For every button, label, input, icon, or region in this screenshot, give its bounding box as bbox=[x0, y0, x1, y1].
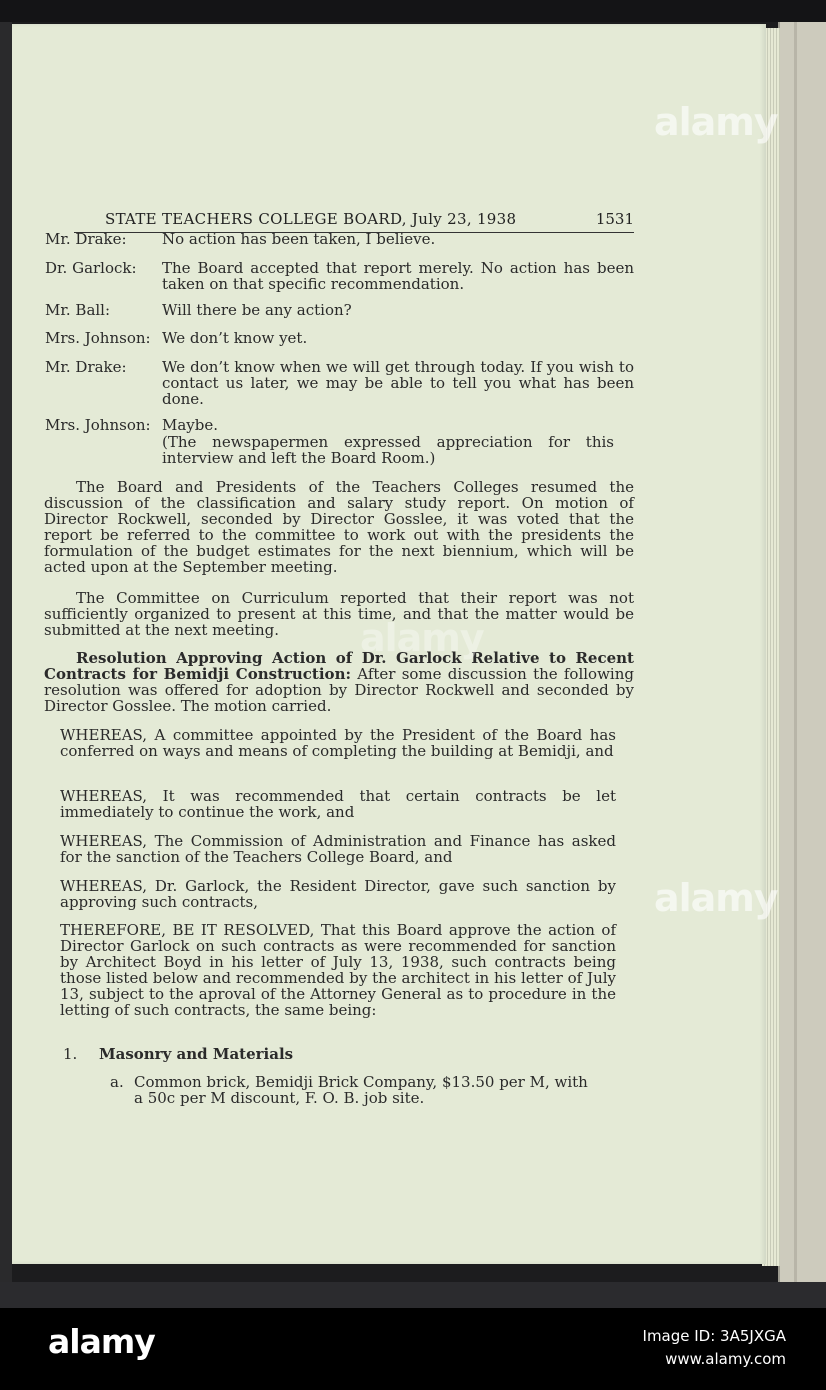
whereas-clause: WHEREAS, Dr. Garlock, the Resident Director, gave such sanction by approving such contracts, bbox=[60, 877, 616, 911]
speaker-text: Will there be any action? bbox=[162, 301, 352, 319]
speaker-text: We don’t know when we will get through today. If you wish to contact us later, we may be able to tell you what has been done. bbox=[162, 358, 634, 408]
watermark: alamy bbox=[360, 616, 484, 660]
stage-note: (The newspapermen expressed appreciation for this interview and left the Board Room.) bbox=[162, 433, 614, 467]
speaker-label: Mr. Drake: bbox=[45, 358, 127, 376]
speaker-label: Dr. Garlock: bbox=[45, 259, 137, 277]
book-bottom-edge bbox=[0, 1282, 826, 1308]
speaker-text: No action has been taken, I believe. bbox=[162, 230, 436, 248]
whereas-clause: WHEREAS, The Commission of Administration and Finance has asked for the sanction of the Teachers College Board, and bbox=[60, 832, 616, 866]
watermark: alamy bbox=[654, 100, 778, 144]
speaker-text: Maybe. bbox=[162, 416, 219, 434]
body-paragraph: The Board and Presidents of the Teachers Colleges resumed the discussion of the classification and salary study report. On motion of Director Rockwell, seconded by Director Gosslee, it was voted that the report be referred to the committee to work out with the presidents the formulation of the budget estimates for the next biennium, which will be acted upon at the September meeting. bbox=[44, 478, 634, 576]
resolution-heading: Resolution Approving Action of Dr. Garlock Relative to Recent Contracts for Bemidji Construction: bbox=[44, 649, 634, 683]
resolution-paragraph bbox=[44, 650, 634, 714]
book-top-edge bbox=[0, 0, 826, 22]
footer-url[interactable]: www.alamy.com bbox=[665, 1350, 786, 1368]
book-spine bbox=[0, 22, 12, 1282]
sub-item-text: Common brick, Bemidji Brick Company, $13.50 per M, with a 50c per M discount, F. O. B. job site. bbox=[134, 1073, 588, 1107]
speaker-text: We don’t know yet. bbox=[162, 329, 308, 347]
body-paragraph: The Committee on Curriculum reported that their report was not sufficiently organized to present at this time, and that the matter would be submitted at the next meeting. bbox=[44, 589, 634, 639]
book-back-cover bbox=[778, 22, 826, 1282]
speaker-label: Mrs. Johnson: bbox=[45, 329, 151, 347]
image-id: Image ID: 3A5JXGA bbox=[642, 1327, 786, 1345]
header-title: STATE TEACHERS COLLEGE BOARD, July 23, 1938 bbox=[105, 210, 517, 228]
list-item-title: Masonry and Materials bbox=[99, 1045, 294, 1063]
sub-item-letter: a. bbox=[110, 1073, 124, 1091]
watermark: alamy bbox=[654, 876, 778, 920]
resolved-clause: THEREFORE, BE IT RESOLVED, That this Board approve the action of Director Garlock on such contracts as were recommended for sanction by Architect Boyd in his letter of July 13, 1938, such contracts being those listed below and recommended by the architect in his letter of July 13, subject to the aproval of the Attorney General as to procedure in the letting of such contracts, the same being: bbox=[60, 921, 616, 1019]
whereas-clause: WHEREAS, A committee appointed by the President of the Board has conferred on ways and means of completing the building at Bemidji, and bbox=[60, 726, 616, 760]
speaker-label: Mr. Ball: bbox=[45, 301, 111, 319]
list-number: 1. bbox=[63, 1045, 78, 1063]
speaker-label: Mr. Drake: bbox=[45, 230, 127, 248]
resolution-text: After some discussion the following resolution was offered for adoption by Director Rockwell and seconded by Director Gosslee. The motion carried. bbox=[44, 665, 634, 715]
footer-logo: alamy bbox=[48, 1322, 155, 1361]
speaker-text: The Board accepted that report merely. No action has been taken on that specific recommendation. bbox=[162, 259, 634, 293]
whereas-clause: WHEREAS, It was recommended that certain contracts be let immediately to continue the work, and bbox=[60, 787, 616, 821]
page-number: 1531 bbox=[595, 210, 634, 228]
speaker-label: Mrs. Johnson: bbox=[45, 416, 151, 434]
